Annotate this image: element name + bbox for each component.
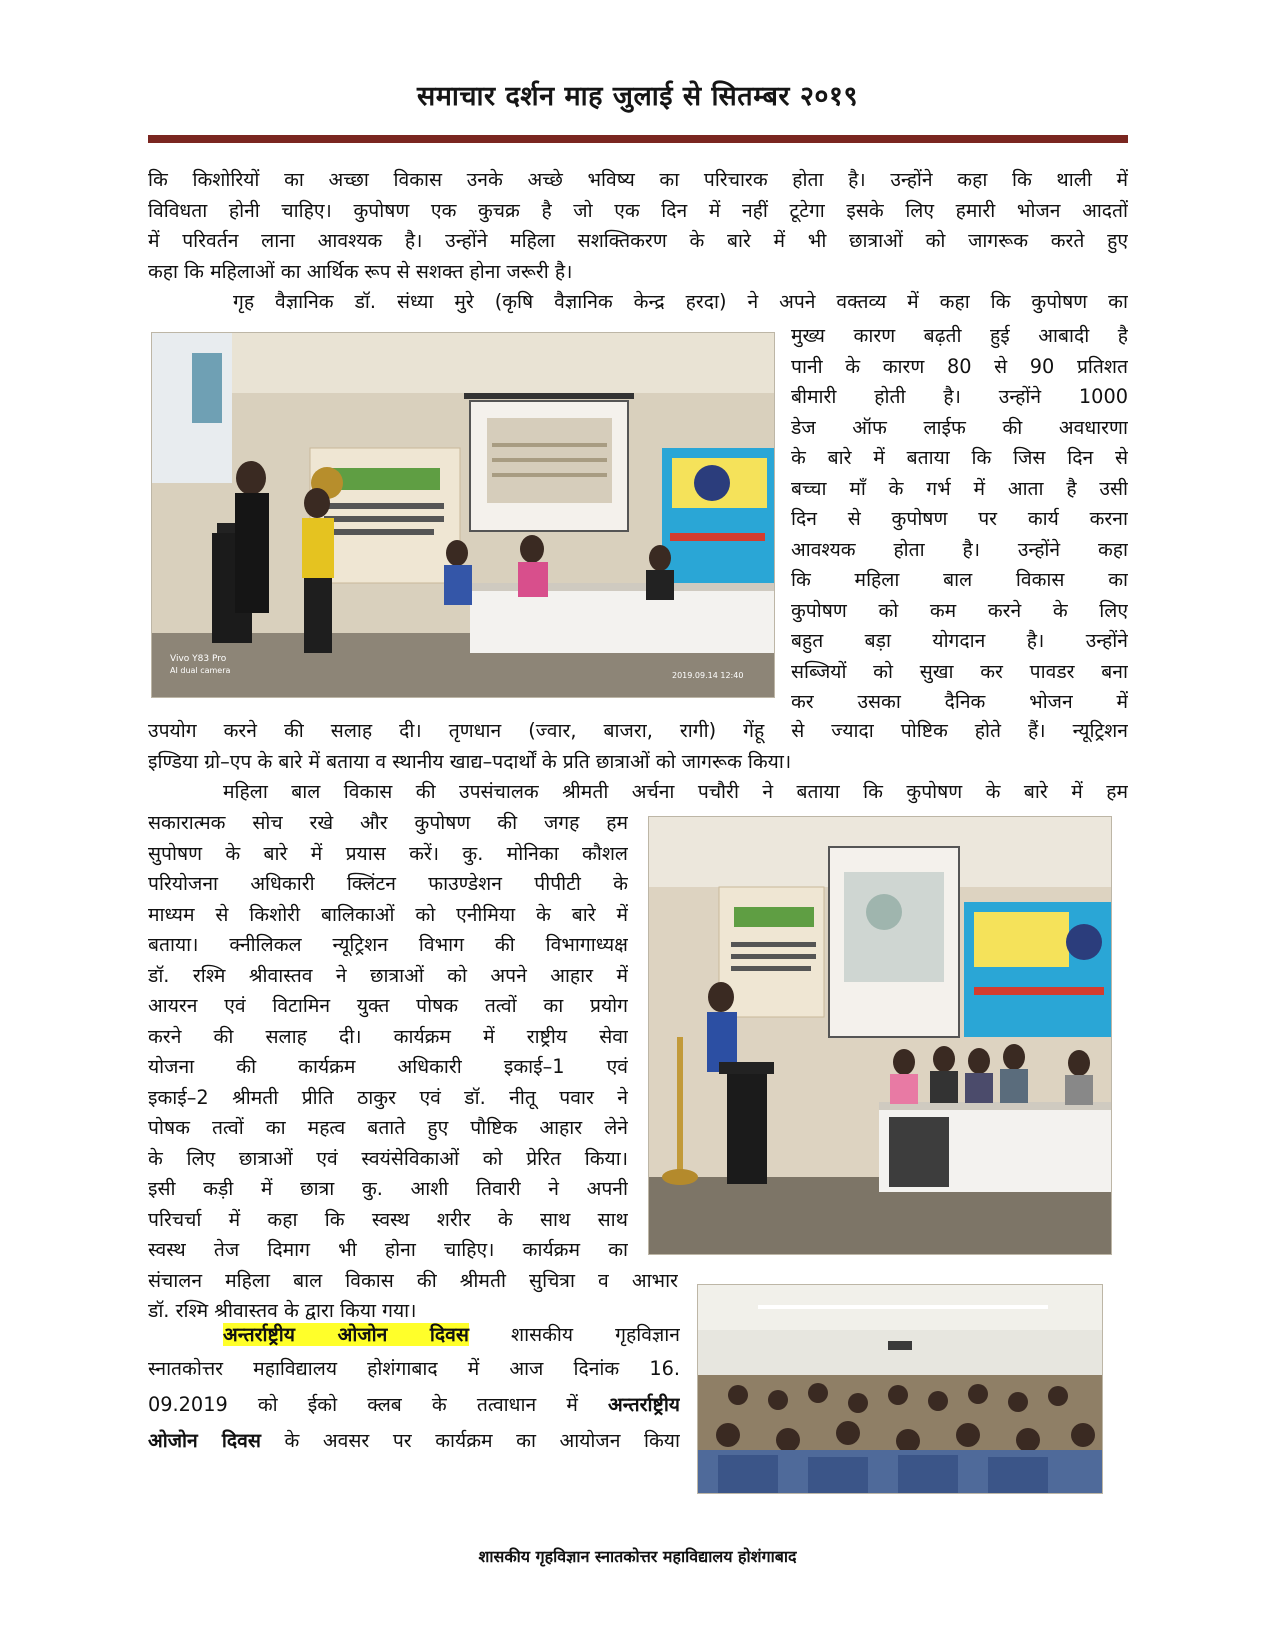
ozone-day-photo-image — [698, 1285, 1102, 1493]
text-line: कि महिला बाल विकास का — [791, 568, 1128, 591]
seminar-photo-1 — [151, 332, 775, 698]
paragraph-right-column — [791, 321, 1128, 718]
text-line: बच्चा माँ के गर्भ में आता है उसी — [791, 476, 1128, 500]
text-line: स्नातकोत्तर महाविद्यालय होशंगाबाद में आज दिनांक 16. — [148, 1356, 680, 1380]
ozone-day-photo — [697, 1284, 1103, 1494]
seminar-photo-1-image — [152, 333, 774, 697]
ozone-bold-text: अन्तर्राष्ट्रीय — [608, 1392, 680, 1416]
text-line: डॉ. रश्मि श्रीवास्तव के द्वारा किया गया। — [148, 1299, 417, 1322]
text-line: करने की सलाह दी। कार्यक्रम में राष्ट्रीय सेवा — [148, 1024, 628, 1048]
paragraph-ozone-day — [148, 1320, 680, 1459]
page-footer: शासकीय गृहविज्ञान स्नातकोत्तर महाविद्यालय होशंगाबाद — [478, 1547, 797, 1566]
ozone-bold-text: ओजोन दिवस — [148, 1428, 261, 1452]
text-line: के लिए छात्राओं एवं स्वयंसेविकाओं को प्रेरित किया। — [148, 1146, 628, 1170]
text-line: परिचर्चा में कहा कि स्वस्थ शरीर के साथ साथ — [148, 1207, 628, 1231]
svg-text:AI dual camera: AI dual camera — [170, 666, 231, 675]
text-line: कुपोषण को कम करने के लिए — [791, 598, 1128, 622]
text-line: उपयोग करने की सलाह दी। तृणधान (ज्वार, बाजरा, रागी) गेंहू से ज्यादा पोष्टिक होते हैं। न्यूट्रिशन — [148, 719, 1128, 742]
paragraph-intro — [148, 165, 1128, 318]
text-line: आयरन एवं विटामिन युक्त पोषक तत्वों का प्रयोग — [148, 994, 628, 1017]
text-fragment: शासकीय गृहविज्ञान — [510, 1323, 680, 1346]
seminar-photo-2-image — [649, 817, 1111, 1254]
text-line: डेज ऑफ लाईफ की अवधारणा — [791, 415, 1128, 439]
text-line — [148, 1423, 680, 1459]
text-line: आवश्यक होता है। उन्होंने कहा — [791, 537, 1128, 561]
text-line: बहुत बड़ा योगदान है। उन्होंने — [791, 629, 1128, 652]
paragraph-left-column — [148, 808, 678, 1327]
text-line: इकाई–2 श्रीमती प्रीति ठाकुर एवं डॉ. नीतू पवार ने — [148, 1085, 628, 1109]
photo-timestamp: 2019.09.14 12:40 — [672, 671, 744, 680]
text-line: पानी के कारण 80 से 90 प्रतिशत — [791, 354, 1128, 378]
ozone-day-heading: अन्तर्राष्ट्रीय ओजोन दिवस — [223, 1323, 469, 1346]
text-line: पोषक तत्वों का महत्व बताते हुए पौष्टिक आहार लेने — [148, 1116, 628, 1139]
text-line: सकारात्मक सोच रखे और कुपोषण की जगह हम — [148, 811, 628, 834]
text-line: सुपोषण के बारे में प्रयास करें। कु. मोनिका कौशल — [148, 841, 628, 865]
text-fragment: के अवसर पर कार्यक्रम का आयोजन किया — [284, 1428, 680, 1452]
paragraph-middle — [148, 716, 1128, 808]
text-line: इण्डिया ग्रो–एप के बारे में बताया व स्थानीय खाद्य–पदार्थों के प्रति छात्राओं को जागरूक किया। — [148, 749, 792, 773]
header-divider — [148, 135, 1128, 143]
text-line: कि किशोरियों का अच्छा विकास उनके अच्छे भविष्य का परिचारक होता है। उन्होंने कहा कि थाली में — [148, 168, 1128, 191]
text-line: गृह वैज्ञानिक डॉ. संध्या मुरे (कृषि वैज्ञानिक केन्द्र हरदा) ने अपने वक्तव्य में कहा कि कुपोषण का — [233, 290, 1128, 313]
camera-watermark: Vivo Y83 Pro — [170, 654, 227, 664]
text-line: स्वस्थ तेज दिमाग भी होना चाहिए। कार्यक्रम का — [148, 1238, 628, 1261]
text-line: विविधता होनी चाहिए। कुपोषण एक कुचक्र है जो एक दिन में नहीं टूटेगा इसके लिए हमारी भोजन आदतों — [148, 198, 1128, 222]
text-line: परियोजना अधिकारी क्लिंटन फाउण्डेशन पीपीटी के — [148, 872, 628, 895]
text-line — [148, 1387, 680, 1423]
text-line: में परिवर्तन लाना आवश्यक है। उन्होंने महिला सशक्तिकरण के बारे में भी छात्राओं को जागरूक करते हुए — [148, 229, 1128, 252]
text-line: दिन से कुपोषण पर कार्य करना — [791, 507, 1128, 530]
text-line: मुख्य कारण बढ़ती हुई आबादी है — [791, 324, 1128, 347]
text-line: संचालन महिला बाल विकास की श्रीमती सुचित्रा व आभार — [148, 1268, 678, 1292]
page-title: समाचार दर्शन माह जुलाई से सितम्बर २०१९ — [416, 81, 858, 112]
text-line — [148, 1320, 680, 1351]
text-line: महिला बाल विकास की उपसंचालक श्रीमती अर्चना पचौरी ने बताया कि कुपोषण के बारे में हम — [223, 780, 1128, 803]
text-fragment: 09.2019 को ईको क्लब के तत्वाधान में — [148, 1392, 578, 1416]
text-line: के बारे में बताया कि जिस दिन से — [791, 446, 1128, 469]
text-line: इसी कड़ी में छात्रा कु. आशी तिवारी ने अपनी — [148, 1177, 628, 1200]
text-line: कर उसका दैनिक भोजन में — [791, 690, 1128, 713]
text-line: डॉ. रश्मि श्रीवास्तव ने छात्राओं को अपने आहार में — [148, 963, 628, 987]
text-line: बताया। क्नीलिकल न्यूट्रिशन विभाग की विभागाध्यक्ष — [148, 933, 628, 956]
text-line: सब्जियों को सुखा कर पावडर बना — [791, 659, 1128, 683]
seminar-photo-2 — [648, 816, 1112, 1255]
text-line: योजना की कार्यक्रम अधिकारी इकाई–1 एवं — [148, 1055, 628, 1078]
text-line: माध्यम से किशोरी बालिकाओं को एनीमिया के बारे में — [148, 902, 628, 926]
text-line: बीमारी होती है। उन्होंने 1000 — [791, 385, 1128, 408]
text-line: कहा कि महिलाओं का आर्थिक रूप से सशक्त होना जरूरी है। — [148, 259, 573, 283]
